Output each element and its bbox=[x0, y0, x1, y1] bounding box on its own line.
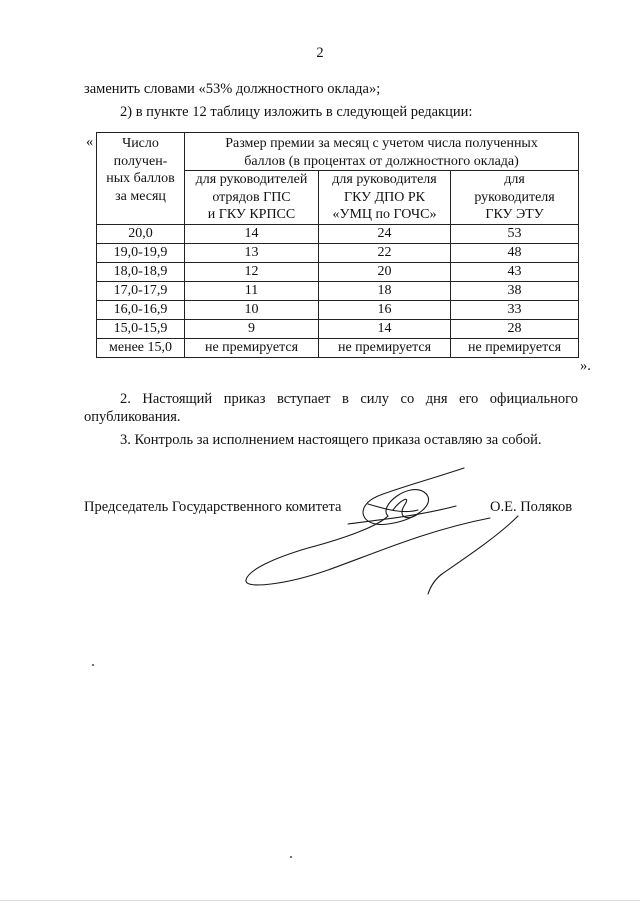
header-bonus-line: Размер премии за месяц с учетом числа полученных bbox=[225, 136, 538, 151]
header-bonus-line: баллов (в процентах от должностного оклада) bbox=[244, 153, 519, 169]
table-cell: 38 bbox=[451, 281, 579, 300]
intro-line-2: 2) в пункте 12 таблицу изложить в следующей редакции: bbox=[120, 104, 473, 120]
table-row bbox=[97, 243, 579, 262]
subheader-etu bbox=[451, 171, 579, 225]
table-cell: 14 bbox=[319, 319, 451, 338]
table-cell: не премируется bbox=[451, 338, 579, 357]
table-cell: 15,0-15,9 bbox=[97, 319, 185, 338]
table-row bbox=[97, 281, 579, 300]
header-points-line: ных баллов bbox=[106, 171, 175, 186]
table-cell: 20 bbox=[319, 262, 451, 281]
table-row bbox=[97, 319, 579, 338]
table-cell: 9 bbox=[185, 319, 319, 338]
table-row bbox=[97, 224, 579, 243]
table-cell: 11 bbox=[185, 281, 319, 300]
intro-line-1: заменить словами «53% должностного оклада»; bbox=[84, 81, 381, 97]
subheader-line: руководителя bbox=[474, 189, 555, 205]
paragraph-3: 3. Контроль за исполнением настоящего приказа оставляю за собой. bbox=[120, 432, 542, 448]
subheader-dpo bbox=[319, 171, 451, 225]
table-cell: 43 bbox=[451, 262, 579, 281]
subheader-gps bbox=[185, 171, 319, 225]
table-cell: 22 bbox=[319, 243, 451, 262]
table-cell: 18,0-18,9 bbox=[97, 262, 185, 281]
subheader-line: и ГКУ КРПСС bbox=[207, 207, 296, 222]
table-cell: 10 bbox=[185, 300, 319, 319]
subheader-line: «УМЦ по ГОЧС» bbox=[332, 207, 437, 222]
speck-mark bbox=[92, 664, 94, 666]
header-points-line: за месяц bbox=[115, 188, 166, 204]
subheader-line: отрядов ГПС bbox=[212, 189, 291, 205]
table-cell: 13 bbox=[185, 243, 319, 262]
paragraph-2-line-2: опубликования. bbox=[84, 409, 181, 425]
subheader-line: для руководителей bbox=[195, 172, 308, 187]
handwritten-signature bbox=[228, 466, 528, 601]
table-cell: 19,0-19,9 bbox=[97, 243, 185, 262]
table-row bbox=[97, 338, 579, 357]
subheader-line: для bbox=[504, 172, 525, 187]
header-points-cell bbox=[97, 133, 185, 225]
bonus-table bbox=[96, 132, 579, 358]
table-cell: 33 bbox=[451, 300, 579, 319]
table-cell: 48 bbox=[451, 243, 579, 262]
table-cell: 12 bbox=[185, 262, 319, 281]
paragraph-2-line-1: 2. Настоящий приказ вступает в силу со дня его официального bbox=[120, 391, 578, 407]
opening-quote: « bbox=[86, 134, 94, 150]
table-cell: 16 bbox=[319, 300, 451, 319]
subheader-line: ГКУ ЭТУ bbox=[485, 207, 544, 222]
table-cell: 16,0-16,9 bbox=[97, 300, 185, 319]
subheader-line: для руководителя bbox=[332, 172, 437, 187]
table-cell: 24 bbox=[319, 224, 451, 243]
scan-edge-line bbox=[0, 900, 640, 901]
page-number: 2 bbox=[316, 45, 324, 61]
table-cell: 28 bbox=[451, 319, 579, 338]
table-cell: 53 bbox=[451, 224, 579, 243]
closing-quote: ». bbox=[580, 358, 591, 374]
table-row bbox=[97, 300, 579, 319]
table-cell: 20,0 bbox=[97, 224, 185, 243]
signer-title: Председатель Государственного комитета bbox=[84, 499, 342, 515]
table-cell: не премируется bbox=[185, 338, 319, 357]
signer-name: О.Е. Поляков bbox=[490, 499, 573, 515]
header-points-line: получен- bbox=[113, 153, 168, 169]
table-row bbox=[97, 262, 579, 281]
table-cell: 14 bbox=[185, 224, 319, 243]
table-cell: 18 bbox=[319, 281, 451, 300]
table-cell: менее 15,0 bbox=[97, 338, 185, 357]
subheader-line: ГКУ ДПО РК bbox=[344, 189, 425, 205]
table-cell: 17,0-17,9 bbox=[97, 281, 185, 300]
header-points-line: Число bbox=[122, 136, 159, 151]
speck-mark bbox=[290, 856, 292, 858]
table-cell: не премируется bbox=[319, 338, 451, 357]
header-bonus-group bbox=[185, 133, 579, 171]
